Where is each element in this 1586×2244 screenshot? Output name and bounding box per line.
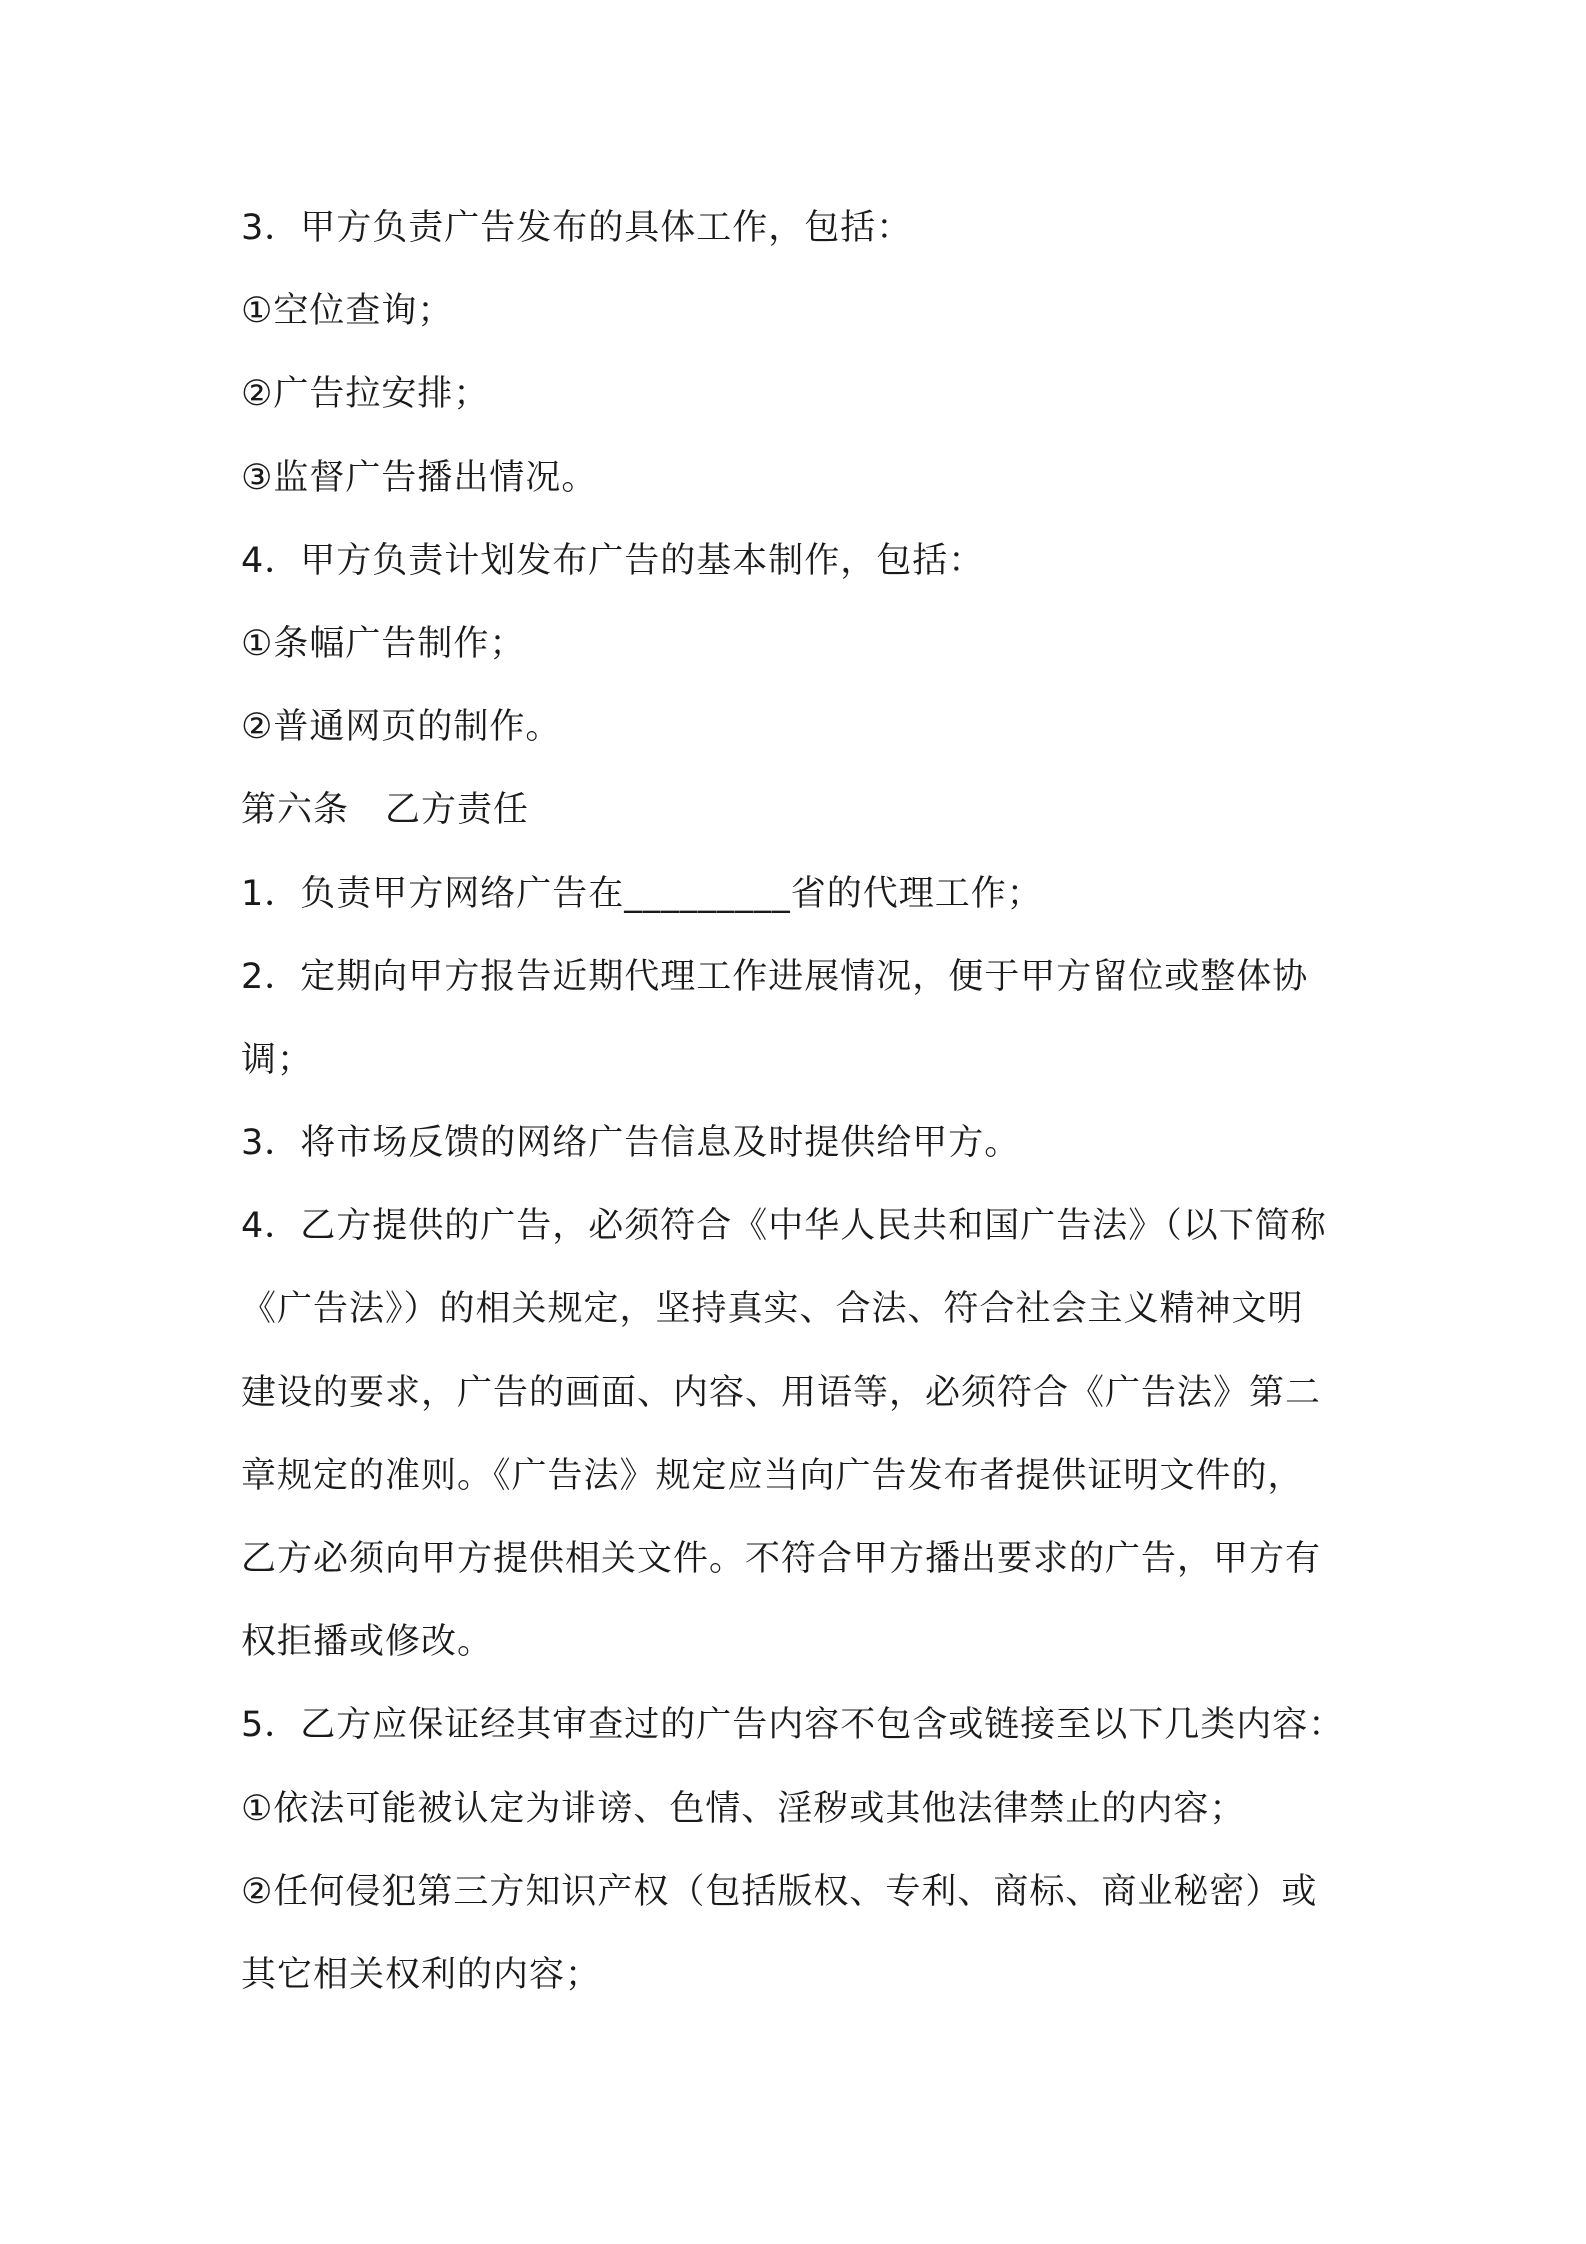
list-item: ①依法可能被认定为诽谤、色情、淫秽或其他法律禁止的内容； [241,1788,1246,1829]
clause-3-heading: 3．甲方负责广告发布的具体工作，包括： [241,208,913,248]
paragraph-line: 《广告法》）的相关规定，坚持真实、合法、符合社会主义精神文明 [241,1289,1304,1330]
list-item: ③监督广告播出情况。 [241,457,598,498]
paragraph-line: 2．定期向甲方报告近期代理工作进展情况，便于甲方留位或整体协 [241,956,1309,997]
paragraph-line: 4．乙方提供的广告，必须符合《中华人民共和国广告法》（以下简称 [241,1206,1327,1247]
list-item: ①空位查询； [241,291,454,332]
paragraph-line: 其它相关权利的内容； [241,1954,602,1995]
paragraph-line: 1．负责甲方网络广告在_________省的代理工作； [241,873,1043,914]
list-item: ②任何侵犯第三方知识产权（包括版权、专利、商标、商业秘密）或 [241,1871,1318,1912]
paragraph-line: 乙方必须向甲方提供相关文件。不符合甲方播出要求的广告，甲方有 [241,1539,1322,1579]
list-item: ②普通网页的制作。 [241,707,562,748]
paragraph-line: 章规定的准则。《广告法》规定应当向广告发布者提供证明文件的， [241,1455,1304,1496]
paragraph-line: 3．将市场反馈的网络广告信息及时提供给甲方。 [241,1123,1021,1164]
clause-4-heading: 4．甲方负责计划发布广告的基本制作，包括： [241,540,985,581]
list-item: ①条幅广告制作； [241,623,526,664]
paragraph-line: 5．乙方应保证经其审查过的广告内容不包含或链接至以下几类内容： [241,1705,1345,1746]
list-item: ②广告拉安排； [241,374,490,415]
document-body [241,196,1381,2026]
paragraph-line: 建设的要求，广告的画面、内容、用语等，必须符合《广告法》第二 [241,1372,1322,1413]
paragraph-line: 调； [241,1039,314,1080]
paragraph-line: 权拒播或修改。 [241,1622,494,1663]
article-6-title: 第六条 乙方责任 [241,790,530,831]
